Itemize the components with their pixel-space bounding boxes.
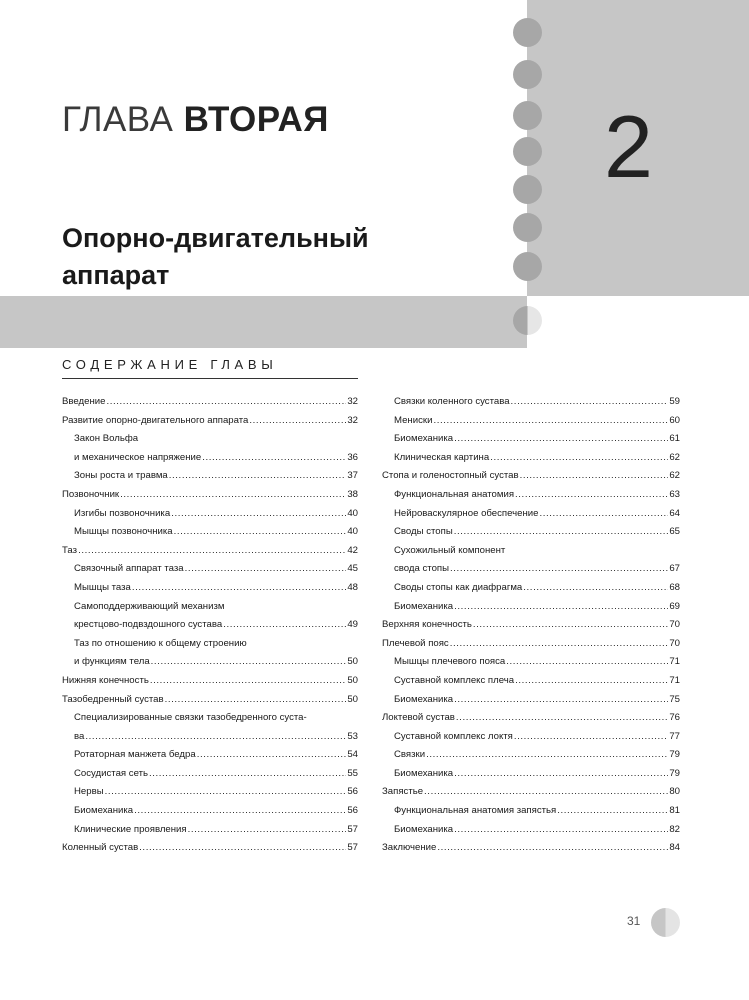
toc-entry <box>62 656 358 675</box>
toc-entry-page: 53 <box>347 730 358 742</box>
toc-entry <box>382 842 680 861</box>
decorative-dot <box>513 18 542 47</box>
toc-entry <box>382 545 680 564</box>
toc-dot-leader <box>223 619 346 630</box>
toc-dot-leader <box>511 396 669 407</box>
toc-entry <box>62 749 358 768</box>
toc-entry-page: 60 <box>669 414 680 426</box>
chapter-label <box>62 100 329 140</box>
page-number: 31 <box>627 914 641 928</box>
toc-entry-label: Самоподдерживающий механизм <box>74 600 225 612</box>
toc-entry <box>382 805 680 824</box>
toc-entry <box>62 545 358 564</box>
toc-entry-label: Нервы <box>74 786 104 798</box>
toc-entry-page: 70 <box>669 619 680 631</box>
toc-entry <box>382 619 680 638</box>
toc-entry-page: 84 <box>669 842 680 854</box>
toc-entry-page: 81 <box>669 805 680 817</box>
toc-entry-label: и функциям тела <box>74 656 150 668</box>
toc-dot-leader <box>171 508 346 519</box>
toc-entry-page: 40 <box>347 507 358 519</box>
toc-entry-label: Функциональная анатомия запястья <box>394 805 557 817</box>
toc-entry <box>382 601 680 620</box>
toc-entry <box>62 805 358 824</box>
toc-entry-page: 61 <box>669 433 680 445</box>
toc-entry-label: Связки <box>394 749 426 761</box>
toc-dot-leader <box>202 452 346 463</box>
chapter-label-bold: ВТОРАЯ <box>183 100 329 139</box>
toc-entry <box>62 396 358 415</box>
toc-entry <box>62 712 358 731</box>
chapter-title-line-1: Опорно-двигательный <box>62 223 369 253</box>
toc-entry <box>62 452 358 471</box>
toc-entry <box>62 768 358 787</box>
toc-entry-label: Биомеханика <box>394 767 454 779</box>
toc-entry-page: 71 <box>669 656 680 668</box>
toc-entry-label: Связочный аппарат таза <box>74 563 184 575</box>
toc-entry-page: 70 <box>669 637 680 649</box>
toc-entry <box>62 508 358 527</box>
toc-entry <box>382 656 680 675</box>
toc-dot-leader <box>473 619 668 630</box>
chapter-number: 2 <box>604 97 653 196</box>
toc-entry <box>62 470 358 489</box>
toc-dot-leader <box>454 433 668 444</box>
decorative-dot <box>513 175 542 204</box>
toc-entry-label: крестцово-подвздошного сустава <box>74 619 223 631</box>
toc-dot-leader <box>78 545 346 556</box>
toc-dot-leader <box>150 675 346 686</box>
toc-dot-leader <box>132 582 346 593</box>
toc-entry-page: 68 <box>669 581 680 593</box>
toc-dot-leader <box>506 656 668 667</box>
toc-entry-page: 40 <box>347 526 358 538</box>
toc-entry <box>382 731 680 750</box>
toc-entry-page: 48 <box>347 581 358 593</box>
toc-entry-label: Нижняя конечность <box>62 674 149 686</box>
toc-entry-label: Мышцы позвоночника <box>74 526 173 538</box>
toc-entry <box>382 526 680 545</box>
toc-dot-leader <box>165 694 347 705</box>
toc-entry-label: и механическое напряжение <box>74 451 202 463</box>
toc-dot-leader <box>456 712 668 723</box>
toc-dot-leader <box>188 824 347 835</box>
toc-entry <box>382 824 680 843</box>
toc-entry-label: Запястье <box>382 786 424 798</box>
toc-entry <box>62 489 358 508</box>
toc-entry <box>62 675 358 694</box>
toc-entry <box>62 433 358 452</box>
toc-entry-label: Связки коленного сустава <box>394 396 510 407</box>
toc-entry <box>382 489 680 508</box>
toc-entry-page: 55 <box>347 767 358 779</box>
toc-heading: СОДЕРЖАНИЕ ГЛАВЫ <box>62 357 278 372</box>
toc-entry-page: 37 <box>347 470 358 482</box>
toc-entry-label: Сухожильный компонент <box>394 544 506 556</box>
toc-entry-page: 38 <box>347 488 358 500</box>
toc-entry-label: Мышцы плечевого пояса <box>394 656 506 668</box>
toc-entry <box>382 415 680 434</box>
toc-dot-leader <box>134 805 346 816</box>
toc-entry-page: 54 <box>347 749 358 761</box>
toc-entry-label: Изгибы позвоночника <box>74 507 171 519</box>
toc-entry-label: Коленный сустав <box>62 842 139 854</box>
toc-entry-label: Плечевой пояс <box>382 637 449 649</box>
toc-entry-page: 64 <box>669 507 680 519</box>
toc-entry-page: 71 <box>669 674 680 686</box>
decorative-dot <box>513 60 542 89</box>
toc-dot-leader <box>515 675 668 686</box>
decorative-dot <box>513 252 542 281</box>
toc-dot-leader <box>557 805 668 816</box>
toc-entry-page: 76 <box>669 712 680 724</box>
toc-dot-leader <box>539 508 668 519</box>
toc-dot-leader <box>120 489 346 500</box>
toc-entry-label: Тазобедренный сустав <box>62 693 164 705</box>
chapter-label-light: ГЛАВА <box>62 100 174 139</box>
toc-entry <box>382 470 680 489</box>
toc-entry <box>382 694 680 713</box>
toc-entry-page: 57 <box>347 823 358 835</box>
toc-entry-page: 82 <box>669 823 680 835</box>
toc-entry <box>382 582 680 601</box>
toc-entry-page: 56 <box>347 805 358 817</box>
toc-dot-leader <box>185 563 347 574</box>
toc-dot-leader <box>514 731 668 742</box>
toc-dot-leader <box>151 656 347 667</box>
toc-dot-leader <box>426 749 668 760</box>
toc-entry <box>62 731 358 750</box>
toc-entry-label: Биомеханика <box>394 600 454 612</box>
toc-entry-page: 32 <box>347 396 358 407</box>
toc-entry-label: Позвоночник <box>62 488 120 500</box>
toc-entry <box>382 433 680 452</box>
toc-entry-page: 62 <box>669 470 680 482</box>
toc-dot-leader <box>454 526 669 537</box>
toc-entry-label: Зоны роста и травма <box>74 470 168 482</box>
toc-entry-label: Функциональная анатомия <box>394 488 515 500</box>
toc-entry <box>62 526 358 545</box>
chapter-title-line-2: аппарат <box>62 260 170 290</box>
toc-entry-label: Нейроваскулярное обеспечение <box>394 507 539 519</box>
toc-dot-leader <box>149 768 346 779</box>
chapter-title-band <box>0 296 527 348</box>
toc-dot-leader <box>197 749 347 760</box>
toc-entry <box>62 619 358 638</box>
toc-entry-label: Верхняя конечность <box>382 619 472 631</box>
toc-dot-leader <box>437 842 668 853</box>
toc-entry <box>382 508 680 527</box>
toc-dot-leader <box>139 842 346 853</box>
toc-entry-page: 67 <box>669 563 680 575</box>
decorative-dot <box>513 213 542 242</box>
toc-entry <box>382 768 680 787</box>
toc-entry-page: 77 <box>669 730 680 742</box>
toc-entry-page: 65 <box>669 526 680 538</box>
toc-entry <box>62 563 358 582</box>
toc-entry-page: 56 <box>347 786 358 798</box>
toc-entry <box>382 638 680 657</box>
page-tab-marker <box>651 908 680 937</box>
toc-entry-page: 62 <box>669 451 680 463</box>
toc-entry-label: Мышцы таза <box>74 581 131 593</box>
toc-entry-label: Своды стопы <box>394 526 453 538</box>
toc-entry-page: 42 <box>347 544 358 556</box>
toc-entry <box>62 638 358 657</box>
toc-entry-page: 32 <box>347 414 358 426</box>
chapter-title <box>62 220 369 294</box>
toc-dot-leader <box>106 396 346 407</box>
toc-entry-label: Мениски <box>394 414 433 426</box>
toc-dot-leader <box>85 731 346 742</box>
toc-dot-leader <box>424 786 668 797</box>
toc-entry <box>382 712 680 731</box>
toc-entry-label: Клиническая картина <box>394 451 490 463</box>
toc-dot-leader <box>454 694 668 705</box>
toc-dot-leader <box>450 638 669 649</box>
toc-entry <box>382 452 680 471</box>
toc-entry-label: Таз по отношению к общему строению <box>74 637 247 649</box>
toc-dot-leader <box>523 582 668 593</box>
toc-dot-leader <box>433 415 668 426</box>
toc-dot-leader <box>249 415 346 426</box>
toc-dot-leader <box>454 601 668 612</box>
toc-entry-label: Сосудистая сеть <box>74 767 148 779</box>
toc-dot-leader <box>105 786 347 797</box>
toc-dot-leader <box>450 563 668 574</box>
toc-entry <box>62 582 358 601</box>
toc-entry-page: 59 <box>669 396 680 407</box>
toc-dot-leader <box>174 526 347 537</box>
toc-entry-page: 69 <box>669 600 680 612</box>
toc-entry-page: 45 <box>347 563 358 575</box>
toc-entry <box>62 601 358 620</box>
toc-dot-leader <box>520 470 669 481</box>
toc-entry-page: 79 <box>669 749 680 761</box>
toc-entry-label: Суставной комплекс плеча <box>394 674 515 686</box>
toc-entry-label: свода стопы <box>394 563 450 575</box>
toc-entry <box>382 786 680 805</box>
toc-entry-label: Ротаторная манжета бедра <box>74 749 196 761</box>
toc-column-left <box>62 396 358 861</box>
toc-dot-leader <box>490 452 668 463</box>
toc-entry-page: 50 <box>347 693 358 705</box>
toc-entry-label: Биомеханика <box>394 433 454 445</box>
decorative-dot <box>513 137 542 166</box>
toc-dot-leader <box>454 768 668 779</box>
toc-entry <box>62 415 358 434</box>
toc-entry-label: Биомеханика <box>394 823 454 835</box>
toc-entry-page: 79 <box>669 767 680 779</box>
toc-entry-page: 63 <box>669 488 680 500</box>
toc-entry-label: Заключение <box>382 842 437 854</box>
toc-entry-label: Введение <box>62 396 106 407</box>
toc-dot-leader <box>169 470 347 481</box>
toc-entry-label: Развитие опорно-двигательного аппарата <box>62 414 249 426</box>
toc-entry <box>382 563 680 582</box>
toc-entry-label: Закон Вольфа <box>74 433 139 445</box>
toc-entry <box>62 842 358 861</box>
toc-entry-label: Биомеханика <box>74 805 134 817</box>
toc-entry-label: ва <box>74 730 85 742</box>
toc-entry-label: Таз <box>62 544 78 556</box>
toc-dot-leader <box>515 489 668 500</box>
toc-entry <box>382 749 680 768</box>
toc-dot-leader <box>454 824 668 835</box>
toc-entry <box>62 786 358 805</box>
toc-entry-page: 50 <box>347 656 358 668</box>
toc-entry-page: 75 <box>669 693 680 705</box>
toc-entry-label: Суставной комплекс локтя <box>394 730 513 742</box>
decorative-dot <box>513 101 542 130</box>
toc-entry-label: Биомеханика <box>394 693 454 705</box>
toc-column-right <box>382 396 680 861</box>
toc-entry-page: 36 <box>347 451 358 463</box>
decorative-half-dot <box>513 306 542 335</box>
toc-entry <box>382 675 680 694</box>
toc-entry-label: Своды стопы как диафрагма <box>394 581 523 593</box>
toc-entry-page: 50 <box>347 674 358 686</box>
toc-entry-page: 49 <box>347 619 358 631</box>
toc-entry-label: Клинические проявления <box>74 823 187 835</box>
toc-heading-rule <box>62 378 358 379</box>
toc-entry-label: Стопа и голеностопный сустав <box>382 470 519 482</box>
toc-entry-page: 57 <box>347 842 358 854</box>
toc-entry <box>62 694 358 713</box>
toc-entry-label: Локтевой сустав <box>382 712 455 724</box>
toc-entry-page: 80 <box>669 786 680 798</box>
toc-entry-label: Специализированные связки тазобедренного суста- <box>74 712 307 724</box>
toc-entry <box>62 824 358 843</box>
toc-entry <box>382 396 680 415</box>
